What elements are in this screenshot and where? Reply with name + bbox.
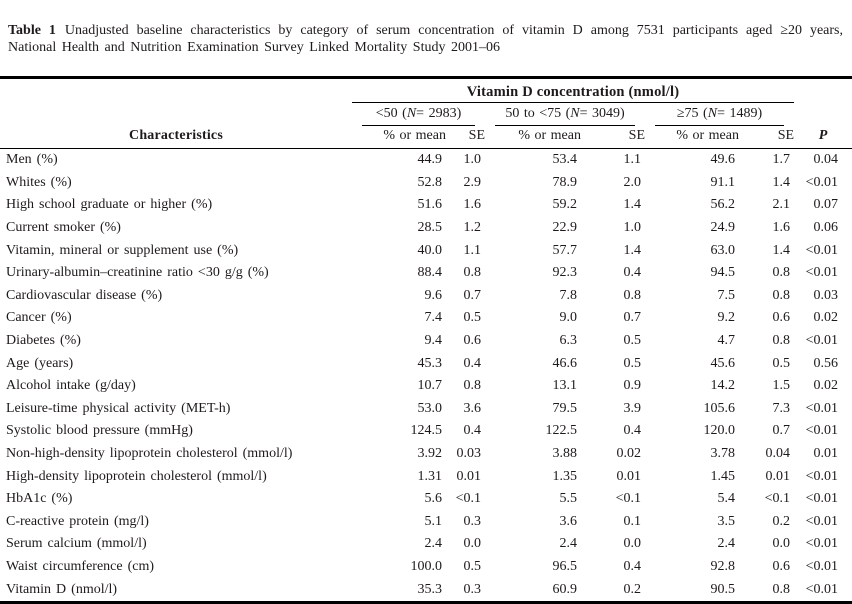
n-symbol: N: [570, 106, 580, 121]
cell-se: 0.5: [623, 355, 641, 371]
cell-pct-or-mean: 13.1: [552, 378, 577, 394]
cell-se: 0.4: [463, 423, 481, 439]
row-characteristic-label: Current smoker (%): [6, 220, 121, 236]
cell-pct-or-mean: 91.1: [710, 174, 735, 190]
cell-pct-or-mean: 92.8: [710, 558, 735, 574]
row-characteristic-label: Leisure-time physical activity (MET-h): [6, 400, 231, 416]
table-row: [0, 465, 852, 488]
cell-pct-or-mean: 100.0: [410, 558, 442, 574]
cell-pct-or-mean: 28.5: [417, 220, 442, 236]
se-column-header: SE: [581, 126, 645, 149]
cell-pct-or-mean: 5.6: [424, 491, 442, 507]
group-range: ≥75 (: [676, 106, 708, 121]
cell-p-value: <0.01: [805, 468, 839, 484]
row-characteristic-label: Cancer (%): [6, 310, 72, 326]
cell-pct-or-mean: 40.0: [417, 242, 442, 258]
cell-se: 0.9: [623, 378, 641, 394]
cell-p-value: <0.01: [805, 242, 839, 258]
cell-se: 0.1: [623, 513, 641, 529]
row-characteristic-label: Waist circumference (cm): [6, 558, 155, 574]
cell-pct-or-mean: 5.4: [717, 491, 735, 507]
cell-pct-or-mean: 52.8: [417, 174, 442, 190]
table-row: [0, 398, 852, 421]
cell-se: 1.4: [772, 174, 791, 190]
cell-se: 2.9: [463, 174, 481, 190]
cell-pct-or-mean: 3.78: [710, 446, 735, 462]
cell-pct-or-mean: 22.9: [552, 220, 577, 236]
cell-se: 1.6: [463, 197, 481, 213]
cell-se: <0.1: [455, 491, 481, 507]
cell-se: 0.8: [772, 287, 791, 303]
table-row: [0, 307, 852, 330]
table-row: [0, 172, 852, 195]
row-characteristic-label: Vitamin, mineral or supplement use (%): [6, 242, 239, 258]
baseline-characteristics-table: [0, 76, 852, 604]
table-body: [0, 149, 852, 603]
table-row: [0, 488, 852, 511]
cell-pct-or-mean: 45.3: [417, 355, 442, 371]
cell-pct-or-mean: 6.3: [559, 333, 577, 349]
row-characteristic-label: Alcohol intake (g/day): [6, 378, 136, 394]
cell-pct-or-mean: 63.0: [710, 242, 735, 258]
table-row: [0, 420, 852, 443]
characteristics-column-header: Characteristics: [0, 126, 352, 149]
cell-pct-or-mean: 120.0: [703, 423, 735, 439]
cell-pct-or-mean: 4.7: [717, 333, 735, 349]
cell-se: 0.01: [456, 468, 481, 484]
cell-se: 0.8: [772, 333, 791, 349]
group-n-count: = 2983): [416, 106, 462, 121]
row-characteristic-label: High-density lipoprotein cholesterol (mmol/l): [6, 468, 267, 484]
cell-p-value: 0.02: [813, 310, 839, 326]
spacer-cell: [0, 103, 352, 127]
cell-se: 0.7: [463, 287, 481, 303]
cell-se: 1.1: [623, 152, 641, 168]
p-value-column-header: P: [794, 126, 852, 149]
cell-pct-or-mean: 122.5: [545, 423, 577, 439]
cell-pct-or-mean: 88.4: [417, 265, 442, 281]
cell-se: 1.5: [772, 378, 791, 394]
cell-se: 1.0: [463, 152, 481, 168]
cell-p-value: <0.01: [805, 423, 839, 439]
cell-se: 0.8: [623, 287, 641, 303]
table-row: [0, 352, 852, 375]
row-characteristic-label: Men (%): [6, 152, 58, 168]
cell-se: 1.4: [623, 197, 641, 213]
cell-pct-or-mean: 46.6: [552, 355, 577, 371]
row-characteristic-label: Urinary-albumin–creatinine ratio <30 g/g (%): [6, 265, 269, 281]
cell-se: 0.8: [772, 265, 791, 281]
table-caption: [0, 14, 852, 62]
cell-pct-or-mean: 2.4: [559, 536, 577, 552]
cell-se: 0.3: [463, 513, 481, 529]
cell-se: 0.7: [772, 423, 791, 439]
table-row: [0, 578, 852, 602]
cell-pct-or-mean: 45.6: [710, 355, 735, 371]
cell-pct-or-mean: 3.6: [559, 513, 577, 529]
cell-pct-or-mean: 1.35: [552, 468, 577, 484]
cell-se: 0.2: [623, 581, 641, 597]
cell-pct-or-mean: 3.88: [552, 446, 577, 462]
cell-pct-or-mean: 78.9: [552, 174, 577, 190]
cell-se: 1.6: [772, 220, 791, 236]
group-range: <50 (: [375, 106, 407, 121]
table-row: [0, 239, 852, 262]
cell-pct-or-mean: 9.4: [424, 333, 442, 349]
cell-pct-or-mean: 53.4: [552, 152, 577, 168]
cell-se: 3.9: [623, 400, 641, 416]
cell-pct-or-mean: 57.7: [552, 242, 577, 258]
row-characteristic-label: Cardiovascular disease (%): [6, 287, 163, 303]
cell-se: 1.7: [772, 152, 791, 168]
cell-p-value: <0.01: [805, 400, 839, 416]
se-column-header: SE: [446, 126, 485, 149]
cell-p-value: <0.01: [805, 333, 839, 349]
cell-pct-or-mean: 124.5: [410, 423, 442, 439]
cell-pct-or-mean: 90.5: [710, 581, 735, 597]
pct-or-mean-column-header: % or mean: [352, 126, 446, 149]
cell-pct-or-mean: 7.8: [559, 287, 577, 303]
group-header-row: [0, 103, 852, 127]
cell-pct-or-mean: 5.5: [559, 491, 577, 507]
row-characteristic-label: Systolic blood pressure (mmHg): [6, 423, 193, 439]
table-row: [0, 511, 852, 534]
cell-se: 0.03: [456, 446, 481, 462]
row-characteristic-label: C-reactive protein (mg/l): [6, 513, 149, 529]
cell-se: <0.1: [764, 491, 791, 507]
cell-se: 0.2: [772, 513, 791, 529]
cell-pct-or-mean: 3.92: [417, 446, 442, 462]
spacer-cell: [794, 103, 852, 127]
row-characteristic-label: Age (years): [6, 355, 74, 371]
cell-se: 0.01: [616, 468, 641, 484]
table-row: [0, 149, 852, 172]
group-range: 50 to <75 (: [505, 106, 571, 121]
cell-se: 0.5: [463, 558, 481, 574]
cell-pct-or-mean: 49.6: [710, 152, 735, 168]
table-row: [0, 285, 852, 308]
cell-se: 1.1: [463, 242, 481, 258]
n-symbol: N: [707, 106, 718, 121]
cell-pct-or-mean: 7.5: [717, 287, 735, 303]
cell-se: 0.8: [463, 378, 481, 394]
paper-page: [0, 14, 852, 598]
cell-se: 2.0: [623, 174, 641, 190]
cell-pct-or-mean: 60.9: [552, 581, 577, 597]
table-row: [0, 533, 852, 556]
cell-se: 0.0: [463, 536, 481, 552]
group-n-count: = 3049): [579, 106, 625, 121]
cell-se: 0.6: [463, 333, 481, 349]
cell-pct-or-mean: 92.3: [552, 265, 577, 281]
spanner-header: Vitamin D concentration (nmol/l): [352, 78, 794, 103]
spacer-cell: [0, 78, 352, 103]
se-column-header: SE: [739, 126, 794, 149]
cell-pct-or-mean: 5.1: [424, 513, 442, 529]
cell-p-value: <0.01: [805, 174, 839, 190]
cell-p-value: 0.07: [813, 197, 839, 213]
cell-se: 0.4: [623, 265, 641, 281]
cell-p-value: 0.04: [813, 152, 839, 168]
table-row: [0, 262, 852, 285]
cell-se: 0.8: [463, 265, 481, 281]
cell-se: 1.2: [463, 220, 481, 236]
cell-pct-or-mean: 35.3: [417, 581, 442, 597]
column-header-row: [0, 126, 852, 149]
table-caption-label: Table 1: [8, 23, 56, 38]
row-characteristic-label: Diabetes (%): [6, 333, 81, 349]
cell-se: 1.4: [623, 242, 641, 258]
spanner-row: [0, 78, 852, 103]
group-header-gte75: [645, 103, 794, 127]
cell-se: 1.4: [772, 242, 791, 258]
cell-se: 0.0: [623, 536, 641, 552]
cell-pct-or-mean: 9.2: [717, 310, 735, 326]
cell-se: 0.8: [772, 581, 791, 597]
cell-pct-or-mean: 53.0: [417, 400, 442, 416]
cell-p-value: <0.01: [805, 558, 839, 574]
table-row: [0, 443, 852, 466]
cell-p-value: <0.01: [805, 536, 839, 552]
cell-se: 0.01: [765, 468, 791, 484]
cell-se: 3.6: [463, 400, 481, 416]
cell-pct-or-mean: 59.2: [552, 197, 577, 213]
cell-se: 1.0: [623, 220, 641, 236]
cell-se: 0.5: [772, 355, 791, 371]
row-characteristic-label: High school graduate or higher (%): [6, 197, 213, 213]
cell-pct-or-mean: 7.4: [424, 310, 442, 326]
cell-pct-or-mean: 1.45: [710, 468, 735, 484]
cell-se: <0.1: [615, 491, 641, 507]
cell-pct-or-mean: 14.2: [710, 378, 735, 394]
cell-pct-or-mean: 105.6: [703, 400, 735, 416]
cell-pct-or-mean: 1.31: [417, 468, 442, 484]
spacer-cell: [794, 78, 852, 103]
cell-se: 0.4: [623, 558, 641, 574]
group-header-50to75: [485, 103, 645, 127]
cell-p-value: <0.01: [805, 491, 839, 507]
cell-se: 0.5: [463, 310, 481, 326]
cell-se: 0.7: [623, 310, 641, 326]
cell-p-value: 0.06: [813, 220, 839, 236]
cell-pct-or-mean: 96.5: [552, 558, 577, 574]
n-symbol: N: [406, 106, 417, 121]
cell-p-value: <0.01: [805, 513, 839, 529]
cell-pct-or-mean: 10.7: [417, 378, 442, 394]
cell-p-value: 0.02: [813, 378, 839, 394]
cell-pct-or-mean: 2.4: [717, 536, 735, 552]
pct-or-mean-column-header: % or mean: [645, 126, 739, 149]
table-caption-text: Unadjusted baseline characteristics by category of serum concentration of vitamin D among 7531 participants aged ≥20 years, National Health and Nutrition Examination Survey Linked Mortality Study 2001–06: [8, 23, 843, 55]
cell-se: 0.02: [616, 446, 641, 462]
cell-se: 0.04: [765, 446, 791, 462]
cell-pct-or-mean: 3.5: [717, 513, 735, 529]
cell-p-value: <0.01: [805, 265, 839, 281]
cell-p-value: <0.01: [805, 581, 839, 597]
table-header: [0, 78, 852, 149]
cell-se: 0.4: [623, 423, 641, 439]
table-row: [0, 217, 852, 240]
cell-se: 0.5: [623, 333, 641, 349]
cell-pct-or-mean: 24.9: [710, 220, 735, 236]
cell-pct-or-mean: 94.5: [710, 265, 735, 281]
table-row: [0, 330, 852, 353]
cell-se: 0.4: [463, 355, 481, 371]
cell-pct-or-mean: 56.2: [710, 197, 735, 213]
cell-pct-or-mean: 9.0: [559, 310, 577, 326]
cell-pct-or-mean: 44.9: [417, 152, 442, 168]
cell-pct-or-mean: 79.5: [552, 400, 577, 416]
cell-p-value: 0.01: [813, 446, 839, 462]
group-header-lt50: [352, 103, 485, 127]
cell-p-value: 0.56: [813, 355, 839, 371]
table-row: [0, 556, 852, 579]
cell-se: 0.6: [772, 310, 791, 326]
cell-pct-or-mean: 51.6: [417, 197, 442, 213]
table-row: [0, 375, 852, 398]
cell-pct-or-mean: 2.4: [424, 536, 442, 552]
pct-or-mean-column-header: % or mean: [485, 126, 581, 149]
row-characteristic-label: Vitamin D (nmol/l): [6, 581, 118, 597]
row-characteristic-label: Non-high-density lipoprotein cholesterol (mmol/l): [6, 446, 293, 462]
row-characteristic-label: Whites (%): [6, 174, 72, 190]
cell-se: 7.3: [772, 400, 791, 416]
cell-se: 0.0: [772, 536, 791, 552]
cell-se: 0.3: [463, 581, 481, 597]
cell-pct-or-mean: 9.6: [424, 287, 442, 303]
cell-p-value: 0.03: [813, 287, 839, 303]
cell-se: 2.1: [772, 197, 791, 213]
cell-se: 0.6: [772, 558, 791, 574]
row-characteristic-label: HbA1c (%): [6, 491, 73, 507]
group-n-count: = 1489): [717, 106, 763, 121]
table-row: [0, 194, 852, 217]
row-characteristic-label: Serum calcium (mmol/l): [6, 536, 147, 552]
